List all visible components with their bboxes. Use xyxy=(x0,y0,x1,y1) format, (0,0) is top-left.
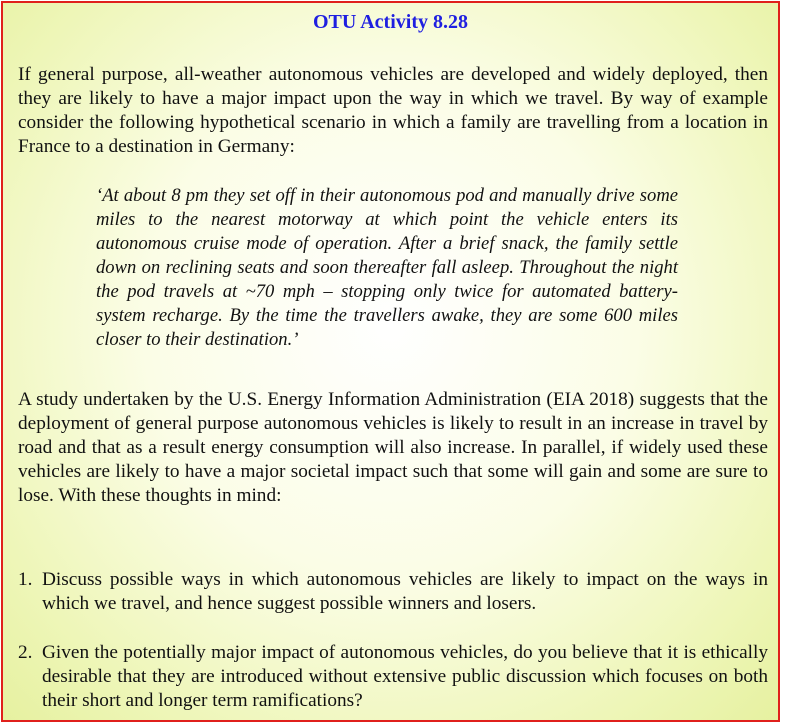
activity-title: OTU Activity 8.28 xyxy=(313,11,468,33)
question-item xyxy=(18,568,768,616)
activity-box xyxy=(1,1,780,722)
intro-paragraph: If general purpose, all-weather autonomous vehicles are developed and widely deployed, then they are likely to have a major impact upon the way in which we travel. By way of example consider the following hypothetical scenario in which a family are travelling from a location in France to a destination in Germany: xyxy=(18,64,768,157)
question-text: Discuss possible ways in which autonomous vehicles are likely to impact on the ways in which we travel, and hence suggest possible winners and losers. xyxy=(42,569,768,614)
scenario-quote: ‘At about 8 pm they set off in their autonomous pod and manually drive some miles to the nearest motorway at which point the vehicle enters its autonomous cruise mode of operation. After a brief snack, the family settle down on reclining seats and soon thereafter fall asleep. Throughout the night the pod travels at ~70 mph – stopping only twice for automated battery-system recharge. By the time the travellers awake, they are some 600 miles closer to their destination.’ xyxy=(96,185,678,350)
question-item xyxy=(18,641,768,713)
question-number: 1. xyxy=(18,569,33,590)
question-number: 2. xyxy=(18,642,33,663)
study-paragraph: A study undertaken by the U.S. Energy Information Administration (EIA 2018) suggests that the deployment of general purpose autonomous vehicles is likely to result in an increase in travel by road and that as a result energy consumption will also increase. In parallel, if widely used these vehicles are likely to have a major societal impact such that some will gain and some are sure to lose. With these thoughts in mind: xyxy=(18,389,768,506)
question-text: Given the potentially major impact of autonomous vehicles, do you believe that it is ethically desirable that they are introduced without extensive public discussion which focuses on both their short and longer term ramifications? xyxy=(42,642,768,711)
